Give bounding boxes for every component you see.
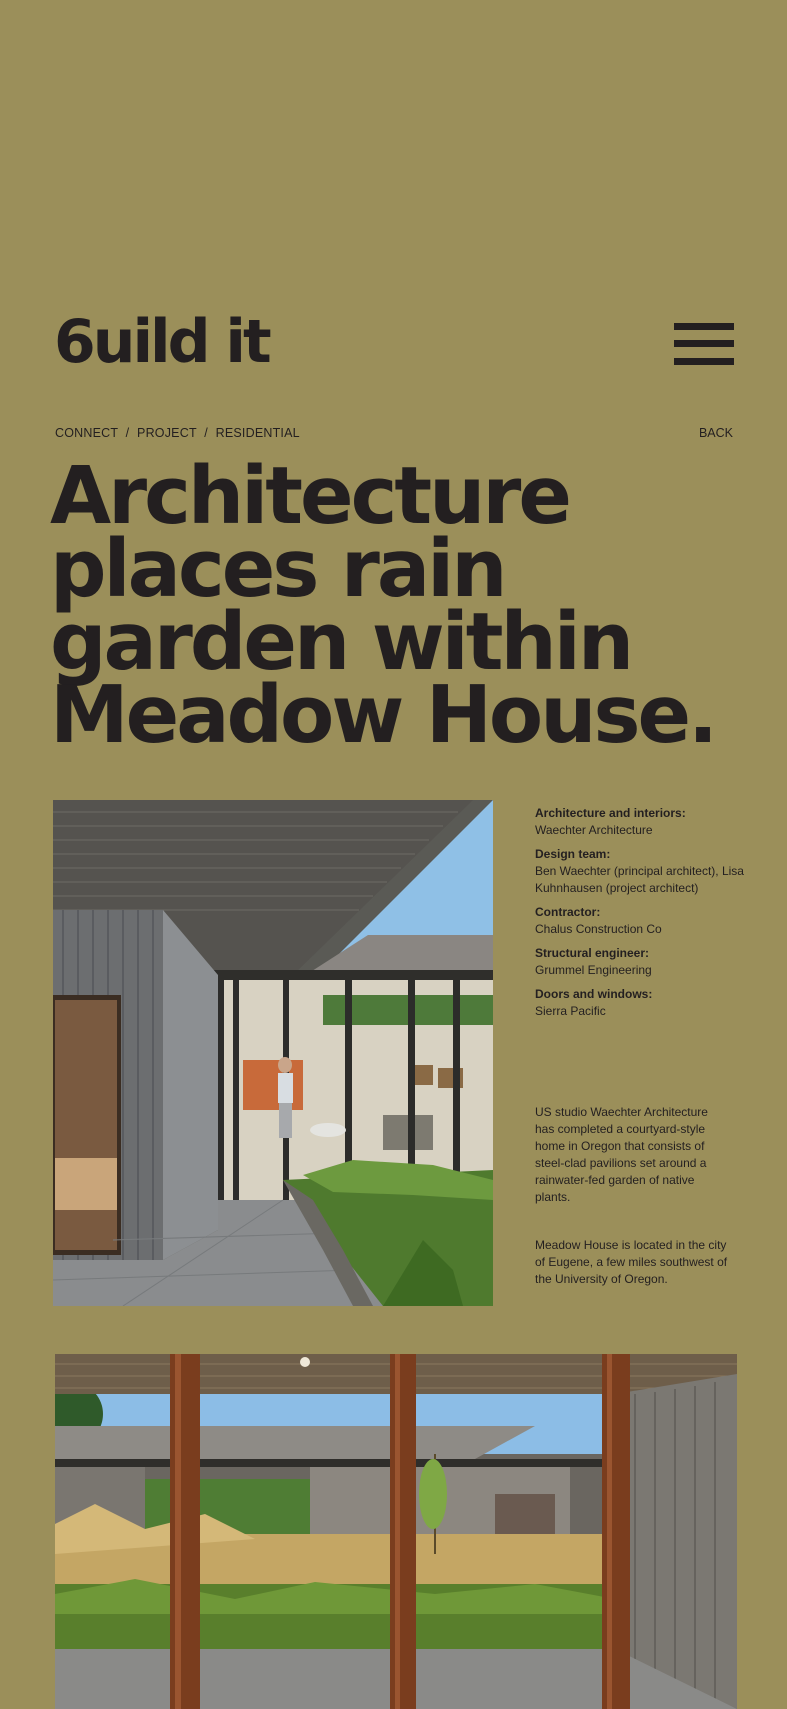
article-paragraph-intro: US studio Waechter Architecture has completed a courtyard-style home in Oregon that consists of steel-clad pavilions set around a rainwater-fed garden of native plants.	[535, 1105, 708, 1204]
credit-design-team	[535, 846, 755, 897]
credit-doors-windows	[535, 986, 755, 1020]
breadcrumb-item-residential[interactable]: RESIDENTIAL	[215, 426, 300, 440]
hamburger-menu-icon[interactable]	[674, 323, 734, 365]
project-photo-walkway	[53, 800, 493, 1306]
breadcrumb	[55, 426, 300, 440]
menu-bar-bottom	[674, 358, 734, 365]
credit-label: Contractor:	[535, 905, 601, 919]
credit-structural-engineer	[535, 945, 755, 979]
project-photo-courtyard	[55, 1354, 737, 1709]
breadcrumb-separator: /	[204, 426, 208, 440]
credit-label: Structural engineer:	[535, 946, 650, 960]
breadcrumb-separator: /	[125, 426, 130, 440]
menu-bar-top	[674, 323, 734, 330]
credit-label: Design team:	[535, 847, 611, 861]
breadcrumb-item-connect[interactable]: CONNECT	[55, 426, 118, 440]
credit-architecture	[535, 805, 755, 839]
article-paragraph-location: Meadow House is located in the city of Eugene, a few miles southwest of the University of Oregon.	[535, 1238, 728, 1286]
credit-value: Chalus Construction Co	[535, 922, 662, 936]
credit-label: Architecture and interiors:	[535, 806, 686, 820]
site-logo[interactable]: 6uild it	[54, 307, 269, 377]
credit-value: Grummel Engineering	[535, 963, 652, 977]
credit-contractor	[535, 904, 755, 938]
back-link[interactable]: BACK	[698, 426, 733, 440]
credit-label: Doors and windows:	[535, 987, 653, 1001]
credit-value: Sierra Pacific	[535, 1004, 606, 1018]
credit-value: Waechter Architecture	[535, 823, 653, 837]
breadcrumb-item-project[interactable]: PROJECT	[137, 426, 197, 440]
page-title: Architecture places rain garden within Meadow House.	[50, 450, 716, 761]
menu-bar-middle	[674, 340, 734, 347]
credit-value: Ben Waechter (principal architect), Lisa Kuhnhausen (project architect)	[535, 864, 744, 895]
project-credits	[535, 805, 755, 1027]
